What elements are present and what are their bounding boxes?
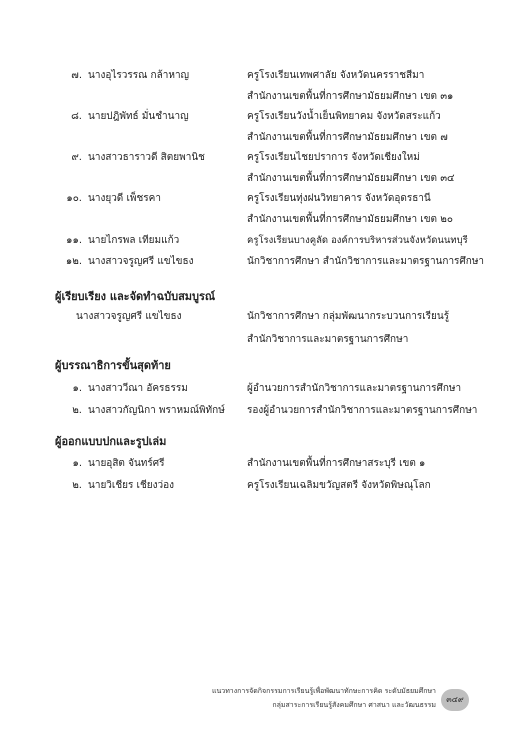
member-affiliation: นักวิชาการศึกษา กลุ่มพัฒนากระบวนการเรียนรู้ <box>247 311 450 322</box>
item-number: ๑. <box>72 383 82 394</box>
item-number: ๙. <box>71 152 82 163</box>
item-number: ๑๐. <box>66 193 82 204</box>
member-name: นางสาววีณา อัครธรรม <box>88 383 188 394</box>
member-name: นายปฎิพัทธ์ มั่นชำนาญ <box>88 111 189 122</box>
member-affiliation: นักวิชาการศึกษา สำนักวิชาการและมาตรฐานการศึกษา <box>247 256 485 267</box>
member-affiliation-2: สำนักงานเขตพื้นที่การศึกษามัธยมศึกษา เขต ๓๔ <box>247 173 455 184</box>
section-heading-editor: ผู้เรียบเรียง และจัดทำฉบับสมบูรณ์ <box>55 290 216 303</box>
member-name: นายอุสิต จันทร์ศรี <box>88 458 165 469</box>
member-name: นายวิเชียร เชียงว่อง <box>88 480 174 491</box>
member-affiliation: ครูโรงเรียนไชยปราการ จังหวัดเชียงใหม่ <box>247 152 420 163</box>
section-heading-cover-design: ผู้ออกแบบปกและรูปเล่ม <box>55 435 167 448</box>
member-affiliation: ครูโรงเรียนทุ่งฝนวิทยาคาร จังหวัดอุดรธานี <box>247 193 431 204</box>
member-name: นางยุวดี เพ็ชรคา <box>88 193 161 204</box>
item-number: ๑๒. <box>65 256 82 267</box>
member-name: นางอุไรวรรณ กล้าหาญ <box>88 70 190 81</box>
member-name: นางสาวกัญนิกา พราหมณ์พิทักษ์ <box>88 405 225 416</box>
member-affiliation: รองผู้อำนวยการสำนักวิชาการและมาตรฐานการศึกษา <box>247 405 478 416</box>
member-affiliation-2: สำนักงานเขตพื้นที่การศึกษามัธยมศึกษา เขต ๒๐ <box>247 214 453 225</box>
member-affiliation: สำนักงานเขตพื้นที่การศึกษาสระบุรี เขต ๑ <box>247 458 426 469</box>
item-number: ๑. <box>72 458 82 469</box>
member-name: นางสาวจรูญศรี แขไขธง <box>88 256 194 267</box>
member-affiliation: ครูโรงเรียนเฉลิมขวัญสตรี จังหวัดพิษณุโลก <box>247 480 431 491</box>
footer-title-line-2: กลุ่มสาระการเรียนรู้สังคมศึกษา ศาสนา และวัฒนธรรม <box>272 701 436 709</box>
section-heading-chief-editor: ผู้บรรณาธิการขั้นสุดท้าย <box>55 359 171 372</box>
page-number-badge: ๓๔๙ <box>441 689 469 711</box>
item-number: ๘. <box>71 111 82 122</box>
member-affiliation: ผู้อำนวยการสำนักวิชาการและมาตรฐานการศึกษา <box>247 383 462 394</box>
member-affiliation: ครูโรงเรียนเทพศาลัย จังหวัดนครราชสีมา <box>247 70 425 81</box>
member-name: นางสาวจรูญศรี แขไขธง <box>76 311 182 322</box>
member-affiliation: ครูโรงเรียนวังน้ำเย็นพิทยาคม จังหวัดสระแก้ว <box>247 111 441 122</box>
member-name: นางสาวธาราวดี สิตยพานิช <box>88 152 205 163</box>
item-number: ๒. <box>72 405 82 416</box>
member-affiliation-2: สำนักงานเขตพื้นที่การศึกษามัธยมศึกษา เขต ๗ <box>247 132 448 143</box>
member-affiliation-2: สำนักงานเขตพื้นที่การศึกษามัธยมศึกษา เขต ๓๑ <box>247 91 454 102</box>
member-affiliation: ครูโรงเรียนบางคูลัด องค์การบริหารส่วนจังหวัดนนทบุรี <box>247 235 468 246</box>
item-number: ๒. <box>72 480 82 491</box>
item-number: ๗. <box>71 70 82 81</box>
member-name: นายไกรพล เทียมแก้ว <box>88 235 180 246</box>
footer-title-line-1: แนวทางการจัดกิจกรรมการเรียนรู้เพื่อพัฒนาทักษะการคิด ระดับมัธยมศึกษา <box>211 687 436 695</box>
member-affiliation-2: สำนักวิชาการและมาตรฐานการศึกษา <box>247 334 409 345</box>
item-number: ๑๑. <box>66 235 82 246</box>
